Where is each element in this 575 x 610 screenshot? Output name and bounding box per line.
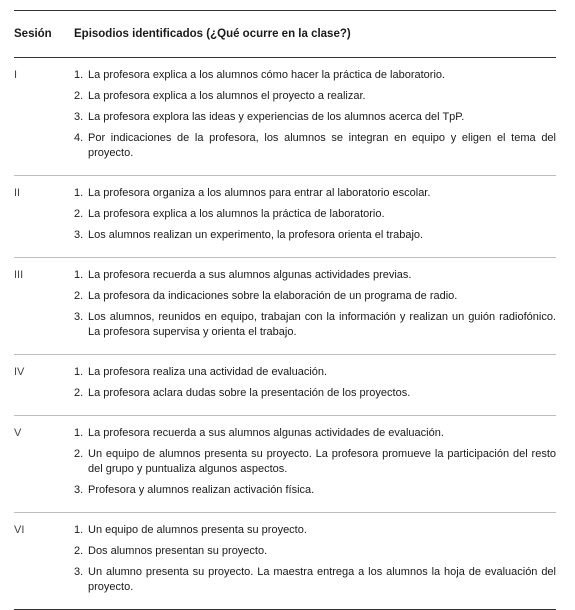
episode-number: 2. bbox=[74, 290, 84, 302]
episode-text: Profesora y alumnos realizan activación física. bbox=[88, 484, 315, 496]
episode-item bbox=[74, 426, 556, 441]
episode-text: Un equipo de alumnos presenta su proyecto. bbox=[88, 524, 307, 536]
episode-number: 2. bbox=[74, 387, 84, 399]
episode-number: 2. bbox=[74, 208, 84, 220]
episode-text: Un alumno presenta su proyecto. La maestra entrega a los alumnos la hoja de evaluación del proyecto. bbox=[88, 566, 556, 593]
episode-number: 1. bbox=[74, 427, 84, 439]
episodes-table bbox=[14, 10, 556, 610]
episode-number: 2. bbox=[74, 545, 84, 557]
episode-item bbox=[74, 228, 556, 243]
episode-text: La profesora organiza a los alumnos para entrar al laboratorio escolar. bbox=[88, 187, 431, 199]
episode-text: La profesora realiza una actividad de evaluación. bbox=[88, 366, 328, 378]
session-label: II bbox=[14, 187, 21, 199]
header-episodios: Episodios identificados (¿Qué ocurre en la clase?) bbox=[74, 28, 351, 40]
episode-number: 2. bbox=[74, 90, 84, 102]
episode-text: Por indicaciones de la profesora, los alumnos se integran en equipo y eligen el tema del proyecto. bbox=[88, 132, 556, 159]
episode-number: 1. bbox=[74, 366, 84, 378]
session-row bbox=[14, 176, 556, 257]
session-label: III bbox=[14, 269, 24, 281]
episode-item bbox=[74, 289, 556, 304]
episode-text: La profesora explica a los alumnos cómo hacer la práctica de laboratorio. bbox=[88, 69, 446, 81]
episode-text: Los alumnos realizan un experimento, la profesora orienta el trabajo. bbox=[88, 229, 424, 241]
session-row bbox=[14, 416, 556, 512]
episode-item bbox=[74, 565, 556, 595]
episode-item bbox=[74, 268, 556, 283]
episode-number: 3. bbox=[74, 111, 84, 123]
session-row bbox=[14, 513, 556, 609]
header-sesion: Sesión bbox=[14, 28, 52, 40]
session-row bbox=[14, 58, 556, 175]
episode-number: 3. bbox=[74, 566, 84, 578]
session-label: I bbox=[14, 69, 18, 81]
episode-number: 3. bbox=[74, 484, 84, 496]
episode-text: La profesora recuerda a sus alumnos algunas actividades de evaluación. bbox=[88, 427, 444, 439]
episode-number: 3. bbox=[74, 311, 84, 323]
episode-number: 1. bbox=[74, 69, 84, 81]
episode-text: La profesora da indicaciones sobre la elaboración de un programa de radio. bbox=[88, 290, 458, 302]
episode-item bbox=[74, 386, 556, 401]
session-row bbox=[14, 258, 556, 354]
episode-item bbox=[74, 207, 556, 222]
session-label: V bbox=[14, 427, 22, 439]
episode-text: La profesora recuerda a sus alumnos algunas actividades previas. bbox=[88, 269, 412, 281]
episode-text: La profesora explora las ideas y experiencias de los alumnos acerca del TpP. bbox=[88, 111, 465, 123]
session-label: IV bbox=[14, 366, 25, 378]
episode-list bbox=[74, 68, 556, 167]
episode-list bbox=[74, 268, 556, 346]
episode-item bbox=[74, 131, 556, 161]
episode-text: Dos alumnos presentan su proyecto. bbox=[88, 545, 268, 557]
episode-item bbox=[74, 110, 556, 125]
episode-item bbox=[74, 68, 556, 83]
episode-text: La profesora explica a los alumnos la práctica de laboratorio. bbox=[88, 208, 385, 220]
table-body bbox=[14, 58, 556, 609]
episode-number: 1. bbox=[74, 187, 84, 199]
episode-number: 1. bbox=[74, 269, 84, 281]
episode-item bbox=[74, 310, 556, 340]
episode-number: 4. bbox=[74, 132, 84, 144]
episode-item bbox=[74, 89, 556, 104]
episode-number: 2. bbox=[74, 448, 84, 460]
episode-list bbox=[74, 365, 556, 407]
episode-text: La profesora aclara dudas sobre la presentación de los proyectos. bbox=[88, 387, 411, 399]
episode-number: 3. bbox=[74, 229, 84, 241]
table-header-row bbox=[14, 11, 556, 57]
episode-item bbox=[74, 483, 556, 498]
episode-item bbox=[74, 186, 556, 201]
episode-text: La profesora explica a los alumnos el proyecto a realizar. bbox=[88, 90, 366, 102]
episode-list bbox=[74, 523, 556, 601]
episode-item bbox=[74, 365, 556, 380]
episode-text: Los alumnos, reunidos en equipo, trabajan con la información y realizan un guión radiofónico. La profesora supervisa y orienta el trabajo. bbox=[88, 311, 556, 338]
session-row bbox=[14, 355, 556, 415]
episode-text: Un equipo de alumnos presenta su proyecto. La profesora promueve la participación del resto del grupo y puntualiza algunos aspectos. bbox=[88, 448, 556, 475]
episode-number: 1. bbox=[74, 524, 84, 536]
episode-list bbox=[74, 426, 556, 504]
episode-item bbox=[74, 544, 556, 559]
session-label: VI bbox=[14, 524, 25, 536]
episode-item bbox=[74, 447, 556, 477]
episode-item bbox=[74, 523, 556, 538]
episode-list bbox=[74, 186, 556, 249]
